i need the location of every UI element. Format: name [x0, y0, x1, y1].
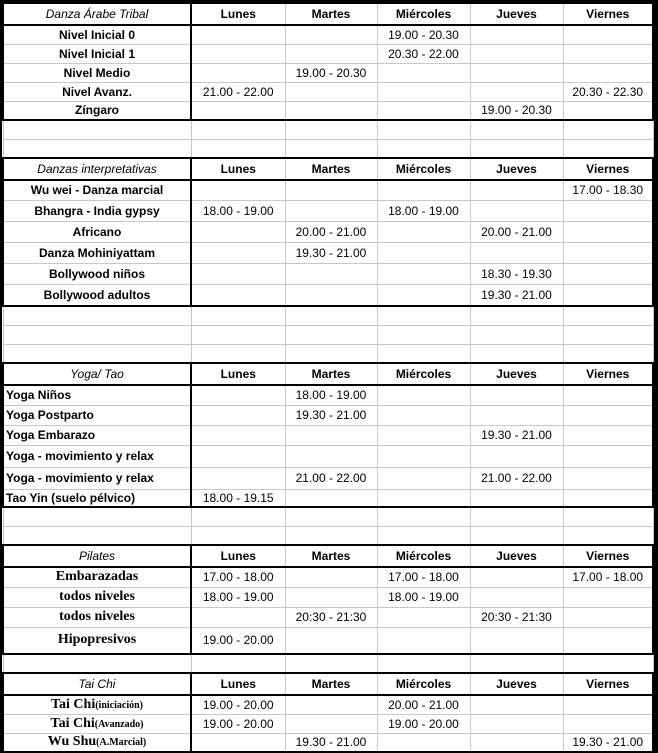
empty-cell	[377, 306, 470, 325]
time-slot: 17.00 - 18.00	[563, 567, 653, 587]
empty-cell	[3, 344, 191, 363]
class-name	[3, 489, 191, 507]
class-name	[3, 714, 191, 733]
day-header: Martes	[285, 363, 377, 385]
spacer-row	[3, 325, 653, 344]
empty-cell	[191, 507, 285, 526]
class-name	[3, 82, 191, 101]
time-slot: 19.00 - 20.30	[285, 63, 377, 82]
class-name	[3, 242, 191, 263]
time-slot	[470, 733, 563, 752]
spacer-row	[3, 139, 653, 158]
spacer-row	[3, 306, 653, 325]
time-slot	[563, 385, 653, 405]
time-slot	[470, 587, 563, 607]
time-slot	[285, 180, 377, 200]
section-title: Danza Árabe Tribal	[3, 3, 191, 25]
empty-cell	[3, 139, 191, 158]
time-slot	[563, 25, 653, 44]
time-slot	[377, 385, 470, 405]
time-slot	[563, 101, 653, 120]
class-name	[3, 180, 191, 200]
class-name	[3, 221, 191, 242]
class-name-text: Tai Chi	[50, 696, 96, 712]
class-name-text: Yoga - movimiento y relax	[6, 449, 154, 463]
day-header: Lunes	[191, 363, 285, 385]
day-header: Lunes	[191, 158, 285, 180]
class-name	[3, 627, 191, 654]
class-row	[3, 587, 653, 607]
time-slot	[563, 714, 653, 733]
time-slot	[377, 405, 470, 425]
time-slot: 19.00 - 20.30	[470, 101, 563, 120]
empty-cell	[563, 139, 653, 158]
empty-cell	[3, 654, 191, 673]
time-slot	[191, 180, 285, 200]
class-row	[3, 180, 653, 200]
empty-cell	[377, 325, 470, 344]
empty-cell	[563, 654, 653, 673]
day-header: Jueves	[470, 363, 563, 385]
time-slot: 20.30 - 22.00	[377, 44, 470, 63]
time-slot: 21.00 - 22.00	[470, 467, 563, 489]
empty-cell	[470, 507, 563, 526]
empty-cell	[377, 120, 470, 139]
class-row	[3, 44, 653, 63]
time-slot: 19.00 - 20.00	[191, 695, 285, 714]
class-name-text: Bollywood niños	[49, 266, 145, 281]
time-slot	[563, 263, 653, 284]
time-slot	[470, 489, 563, 507]
class-name	[3, 63, 191, 82]
class-row	[3, 405, 653, 425]
time-slot	[191, 445, 285, 467]
empty-cell	[377, 139, 470, 158]
day-header: Martes	[285, 673, 377, 695]
empty-cell	[563, 306, 653, 325]
day-header: Miércoles	[377, 3, 470, 25]
time-slot	[563, 242, 653, 263]
class-row	[3, 467, 653, 489]
empty-cell	[191, 325, 285, 344]
class-row	[3, 627, 653, 654]
time-slot: 19.30 - 21.00	[285, 242, 377, 263]
empty-cell	[470, 139, 563, 158]
time-slot	[470, 242, 563, 263]
time-slot	[191, 284, 285, 306]
day-header: Miércoles	[377, 673, 470, 695]
empty-cell	[285, 325, 377, 344]
time-slot	[470, 385, 563, 405]
time-slot: 20:30 - 21:30	[470, 607, 563, 627]
time-slot	[470, 627, 563, 654]
day-header: Lunes	[191, 545, 285, 567]
time-slot	[563, 221, 653, 242]
class-name-text: Danza Mohiniyattam	[38, 245, 155, 260]
time-slot: 17.00 - 18.00	[377, 567, 470, 587]
time-slot: 20.00 - 21.00	[377, 695, 470, 714]
schedule-table	[2, 2, 654, 753]
time-slot: 19.30 - 21.00	[563, 733, 653, 752]
time-slot	[191, 44, 285, 63]
time-slot	[563, 587, 653, 607]
time-slot: 19.00 - 20.00	[191, 714, 285, 733]
class-name	[3, 284, 191, 306]
class-row	[3, 695, 653, 714]
section-header-row	[3, 158, 653, 180]
class-note: (A.Marcial)	[96, 737, 147, 749]
section-title: Danzas interpretativas	[3, 158, 191, 180]
class-name-text: Yoga Postparto	[6, 408, 94, 422]
class-name-text: Bhangra - India gypsy	[34, 203, 160, 218]
section-header-row	[3, 3, 653, 25]
class-name	[3, 263, 191, 284]
class-row	[3, 567, 653, 587]
time-slot	[191, 242, 285, 263]
day-header: Viernes	[563, 3, 653, 25]
time-slot	[191, 63, 285, 82]
time-slot: 20:30 - 21:30	[285, 607, 377, 627]
empty-cell	[3, 306, 191, 325]
empty-cell	[470, 526, 563, 545]
section-header-row	[3, 545, 653, 567]
time-slot	[377, 101, 470, 120]
class-name	[3, 733, 191, 752]
class-row	[3, 733, 653, 752]
day-header: Viernes	[563, 158, 653, 180]
empty-cell	[470, 344, 563, 363]
class-row	[3, 445, 653, 467]
time-slot: 18.00 - 19.00	[285, 385, 377, 405]
empty-cell	[191, 344, 285, 363]
class-name-text: Tao Yin (suelo pélvico)	[6, 490, 136, 505]
time-slot: 18.00 - 19.00	[191, 200, 285, 221]
class-name-text: todos niveles	[59, 589, 135, 604]
empty-cell	[285, 306, 377, 325]
time-slot: 20.00 - 21.00	[470, 221, 563, 242]
class-row	[3, 385, 653, 405]
time-slot	[377, 445, 470, 467]
class-row	[3, 489, 653, 507]
class-name-text: Yoga Embarazo	[6, 428, 96, 442]
day-header: Jueves	[470, 545, 563, 567]
time-slot	[191, 25, 285, 44]
time-slot	[191, 405, 285, 425]
empty-cell	[285, 120, 377, 139]
class-row	[3, 284, 653, 306]
class-name	[3, 695, 191, 714]
time-slot	[470, 44, 563, 63]
time-slot	[377, 607, 470, 627]
empty-cell	[563, 507, 653, 526]
time-slot	[563, 63, 653, 82]
day-header: Jueves	[470, 673, 563, 695]
empty-cell	[563, 120, 653, 139]
time-slot	[563, 489, 653, 507]
class-note: (iniciación)	[95, 699, 143, 711]
time-slot	[191, 467, 285, 489]
class-name	[3, 587, 191, 607]
time-slot	[285, 445, 377, 467]
time-slot	[563, 44, 653, 63]
class-name	[3, 200, 191, 221]
class-name-text: Wu wei - Danza marcial	[30, 183, 164, 198]
time-slot: 17.00 - 18.30	[563, 180, 653, 200]
class-row	[3, 607, 653, 627]
time-slot	[191, 425, 285, 445]
time-slot: 19.00 - 20.00	[377, 714, 470, 733]
time-slot	[377, 425, 470, 445]
time-slot	[470, 82, 563, 101]
time-slot: 19.30 - 21.00	[285, 405, 377, 425]
empty-cell	[285, 526, 377, 545]
time-slot: 19.00 - 20.30	[377, 25, 470, 44]
class-name-text: Africano	[72, 224, 122, 239]
time-slot: 19.30 - 21.00	[470, 284, 563, 306]
time-slot	[285, 25, 377, 44]
time-slot	[470, 714, 563, 733]
time-slot: 18.30 - 19.30	[470, 263, 563, 284]
time-slot	[285, 284, 377, 306]
section-title: Yoga/ Tao	[3, 363, 191, 385]
time-slot	[191, 607, 285, 627]
class-name	[3, 567, 191, 587]
day-header: Martes	[285, 545, 377, 567]
time-slot	[563, 627, 653, 654]
class-row	[3, 200, 653, 221]
spacer-row	[3, 526, 653, 545]
empty-cell	[470, 325, 563, 344]
time-slot	[470, 25, 563, 44]
time-slot	[563, 200, 653, 221]
class-name	[3, 607, 191, 627]
empty-cell	[3, 526, 191, 545]
empty-cell	[470, 306, 563, 325]
class-row	[3, 101, 653, 120]
empty-cell	[3, 120, 191, 139]
class-name-text: Yoga - movimiento y relax	[6, 471, 154, 485]
time-slot	[563, 284, 653, 306]
time-slot: 18.00 - 19.15	[191, 489, 285, 507]
time-slot	[470, 180, 563, 200]
time-slot: 20.00 - 21.00	[285, 221, 377, 242]
class-name-text: Nivel Inicial 1	[58, 46, 136, 61]
empty-cell	[285, 507, 377, 526]
time-slot	[285, 627, 377, 654]
time-slot	[285, 263, 377, 284]
time-slot	[377, 242, 470, 263]
empty-cell	[377, 654, 470, 673]
empty-cell	[3, 507, 191, 526]
class-name-text: Embarazadas	[55, 569, 139, 585]
time-slot	[470, 567, 563, 587]
time-slot	[470, 405, 563, 425]
time-slot	[563, 425, 653, 445]
schedule-body	[3, 3, 653, 752]
class-row	[3, 82, 653, 101]
section-header-row	[3, 363, 653, 385]
day-header: Miércoles	[377, 545, 470, 567]
class-row	[3, 25, 653, 44]
time-slot	[191, 263, 285, 284]
class-name	[3, 445, 191, 467]
time-slot: 17.00 - 18.00	[191, 567, 285, 587]
class-name	[3, 101, 191, 120]
time-slot	[470, 200, 563, 221]
time-slot	[563, 445, 653, 467]
time-slot	[285, 714, 377, 733]
spacer-row	[3, 654, 653, 673]
class-row	[3, 63, 653, 82]
empty-cell	[377, 344, 470, 363]
spacer-row	[3, 507, 653, 526]
time-slot: 21.00 - 22.00	[285, 467, 377, 489]
empty-cell	[191, 654, 285, 673]
class-row	[3, 714, 653, 733]
empty-cell	[285, 139, 377, 158]
empty-cell	[563, 325, 653, 344]
time-slot: 19.00 - 20.00	[191, 627, 285, 654]
empty-cell	[470, 120, 563, 139]
empty-cell	[470, 654, 563, 673]
class-name-text: Bollywood adultos	[43, 287, 151, 302]
empty-cell	[3, 325, 191, 344]
section-title: Tai Chi	[3, 673, 191, 695]
empty-cell	[191, 120, 285, 139]
class-name	[3, 25, 191, 44]
time-slot: 19.30 - 21.00	[285, 733, 377, 752]
day-header: Miércoles	[377, 158, 470, 180]
class-name	[3, 405, 191, 425]
time-slot	[191, 221, 285, 242]
spacer-row	[3, 344, 653, 363]
class-name-text: Yoga Niños	[6, 388, 72, 403]
section-header-row	[3, 673, 653, 695]
class-name-text: Hipopresivos	[57, 632, 137, 648]
empty-cell	[191, 139, 285, 158]
time-slot	[470, 63, 563, 82]
time-slot: 18.00 - 19.00	[377, 200, 470, 221]
time-slot	[377, 733, 470, 752]
time-slot: 18.00 - 19.00	[377, 587, 470, 607]
empty-cell	[563, 344, 653, 363]
day-header: Jueves	[470, 3, 563, 25]
class-name	[3, 467, 191, 489]
class-note: (Avanzado)	[94, 718, 144, 730]
time-slot	[285, 101, 377, 120]
time-slot	[377, 180, 470, 200]
time-slot	[377, 82, 470, 101]
empty-cell	[377, 526, 470, 545]
class-name-text: Wu Shu	[47, 734, 97, 750]
class-name-text: Tai Chi	[50, 715, 95, 731]
time-slot	[563, 405, 653, 425]
empty-cell	[191, 526, 285, 545]
time-slot	[377, 263, 470, 284]
time-slot	[285, 200, 377, 221]
class-row	[3, 263, 653, 284]
empty-cell	[285, 344, 377, 363]
class-name	[3, 385, 191, 405]
empty-cell	[191, 306, 285, 325]
time-slot	[285, 44, 377, 63]
time-slot	[191, 385, 285, 405]
time-slot	[470, 695, 563, 714]
empty-cell	[563, 526, 653, 545]
time-slot	[285, 695, 377, 714]
time-slot: 21.00 - 22.00	[191, 82, 285, 101]
class-name-text: todos niveles	[59, 609, 135, 624]
day-header: Lunes	[191, 673, 285, 695]
day-header: Viernes	[563, 545, 653, 567]
empty-cell	[377, 507, 470, 526]
day-header: Martes	[285, 158, 377, 180]
time-slot	[377, 627, 470, 654]
class-name	[3, 44, 191, 63]
time-slot	[285, 567, 377, 587]
time-slot	[377, 221, 470, 242]
time-slot	[377, 63, 470, 82]
class-name	[3, 425, 191, 445]
class-name-text: Zíngaro	[75, 103, 119, 118]
day-header: Jueves	[470, 158, 563, 180]
time-slot	[191, 733, 285, 752]
time-slot	[377, 489, 470, 507]
time-slot	[285, 425, 377, 445]
class-name-text: Nivel Avanz.	[62, 84, 132, 99]
time-slot	[285, 489, 377, 507]
day-header: Viernes	[563, 363, 653, 385]
time-slot	[285, 82, 377, 101]
spacer-row	[3, 120, 653, 139]
time-slot	[470, 445, 563, 467]
time-slot	[563, 695, 653, 714]
time-slot: 20.30 - 22.30	[563, 82, 653, 101]
day-header: Viernes	[563, 673, 653, 695]
day-header: Miércoles	[377, 363, 470, 385]
time-slot	[563, 467, 653, 489]
empty-cell	[285, 654, 377, 673]
class-row	[3, 242, 653, 263]
time-slot: 18.00 - 19.00	[191, 587, 285, 607]
day-header: Martes	[285, 3, 377, 25]
time-slot	[191, 101, 285, 120]
time-slot	[285, 587, 377, 607]
class-name-text: Nivel Inicial 0	[58, 27, 136, 42]
time-slot	[377, 284, 470, 306]
section-title: Pilates	[3, 545, 191, 567]
class-row	[3, 425, 653, 445]
day-header: Lunes	[191, 3, 285, 25]
time-slot	[377, 467, 470, 489]
time-slot	[563, 607, 653, 627]
time-slot: 19.30 - 21.00	[470, 425, 563, 445]
class-row	[3, 221, 653, 242]
class-name-text: Nivel Medio	[63, 65, 131, 80]
